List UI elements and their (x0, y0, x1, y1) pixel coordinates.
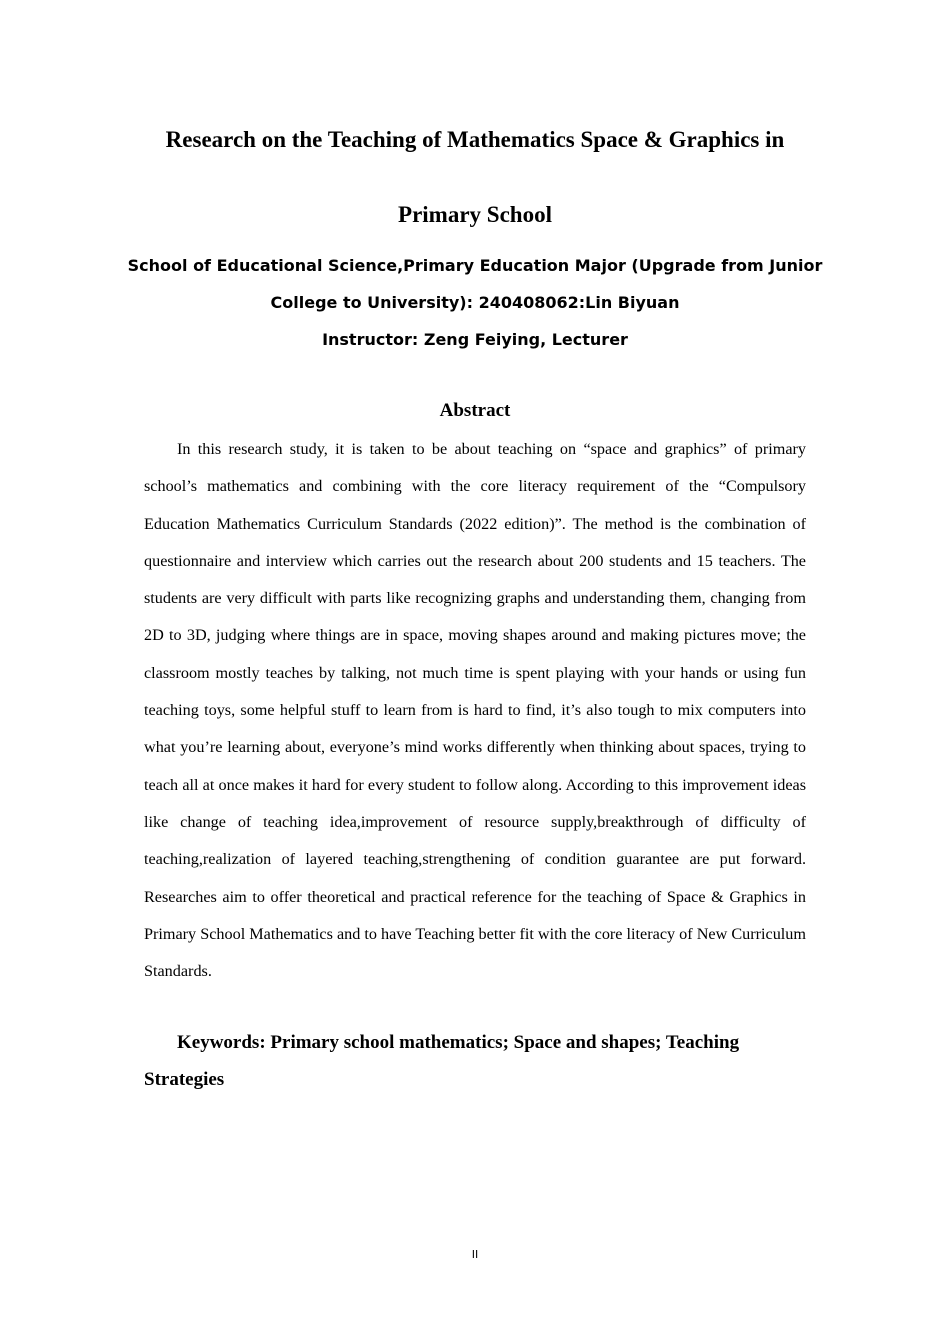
instructor-line: Instructor: Zeng Feiying, Lecturer (322, 330, 628, 349)
abstract-body: In this research study, it is taken to be about teaching on “space and graphics” of primary school’s mathematics and combining with the core literacy requirement of the “Compulsory Education Mathematics Curriculum Standards (2022 edition)”. The method is the combination of questionnaire and interview which carries out the research about 200 students and 15 teachers. The students are very difficult with parts like recognizing graphs and understanding them, changing from 2D to 3D, judging where things are in space, moving shapes around and making pictures move; the classroom mostly teaches by talking, not much time is spent playing with your hands or using fun teaching toys, some helpful stuff to learn from is hard to find, it’s also tough to mix computers into what you’re learning about, everyone’s mind works differently when thinking about spaces, trying to teach all at once makes it hard for every student to follow along. According to this improvement ideas like change of teaching idea,improvement of resource supply,breakthrough of difficulty of teaching,realization of layered teaching,strengthening of condition guarantee are put forward. Researches aim to offer theoretical and practical reference for the teaching of Space & Graphics in Primary School Mathematics and to have Teaching better fit with the core literacy of New Curriculum Standards. (144, 440, 806, 981)
author-affiliation-line-2: College to University): 240408062:Lin Biyuan (270, 293, 680, 312)
author-affiliation-line-1: School of Educational Science,Primary Education Major (Upgrade from Junior (127, 256, 823, 275)
paper-title-line-1: Research on the Teaching of Mathematics Space & Graphics in (165, 127, 785, 152)
abstract-heading: Abstract (439, 400, 511, 421)
keywords: Keywords: Primary school mathematics; Space and shapes; Teaching Strategies (144, 1032, 740, 1090)
page-number: II (471, 1248, 479, 1261)
paper-title-line-2: Primary School (398, 202, 552, 227)
